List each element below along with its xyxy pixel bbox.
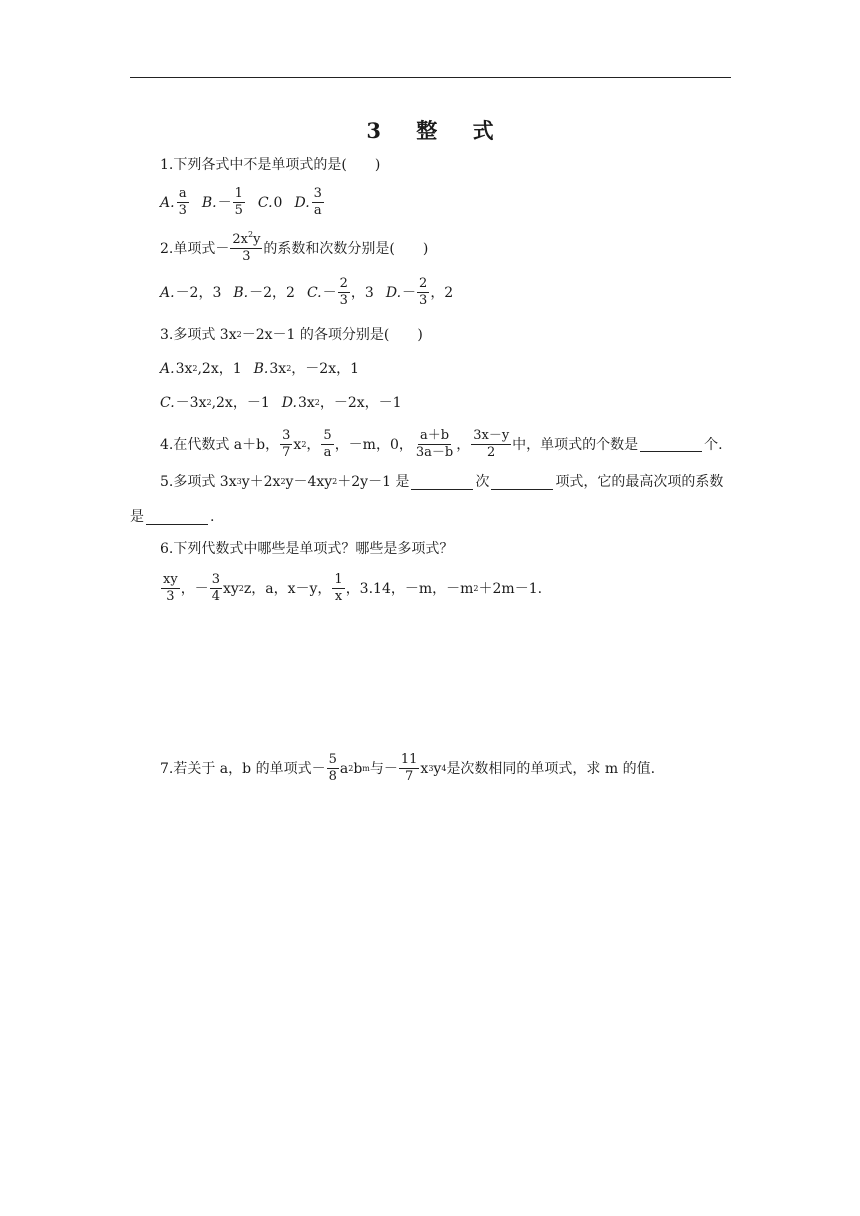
fraction: $\frac{2}{3}$ (339, 276, 348, 308)
header-rule (130, 77, 731, 78)
answer-blank[interactable] (640, 437, 702, 452)
answer-blank[interactable] (491, 475, 553, 490)
fraction: $\frac{a+b}{3a-b}$ (415, 428, 454, 460)
question-1-options: A. $\frac{a}{3}$ B. － $\frac{1}{5}$ C. 0 D. $\frac{3}{a}$ (160, 186, 322, 218)
question-2-stem: 2.单项式－ $\frac{2x^2y}{3}$ 的系数和次数分别是( ) (160, 230, 429, 264)
question-4: 4.在代数式 a＋b， $\frac{3}{7}$ x 2 ， $\frac{5}{a}$ ，－m，0， $\frac{a+b}{3a-b}$ ， $\frac{3x-y}{2}$ 中，单项式的个数是 个. (160, 428, 723, 460)
option-b-label: B. (253, 361, 269, 377)
option-d-label: D. (281, 395, 297, 411)
option-c-label: C. (160, 395, 175, 411)
question-3-stem: 3.多项式 3x 2 －2x－1 的各项分别是( ) (160, 327, 423, 343)
option-a-label: A. (160, 361, 175, 377)
question-3-options-ab: A. 3x 2 ,2x，1 B. 3x 2 ，－2x，1 (160, 361, 360, 377)
fraction: $\frac{3x-y}{2}$ (473, 428, 510, 460)
fraction: $\frac{1}{5}$ (234, 186, 243, 218)
option-c-label: C. (306, 284, 322, 301)
fraction: $\frac{5}{a}$ (323, 428, 332, 460)
option-b-label: B. (233, 284, 249, 301)
question-2-options: A. －2，3 B. －2，2 C. － $\frac{2}{3}$ ，3 D. － $\frac{2}{3}$ ，2 (160, 276, 454, 308)
question-7: 7.若关于 a，b 的单项式－ $\frac{5}{8}$ a 2 b m 与－ $\frac{11}{7}$ x 3 y 4 是次数相同的单项式，求 m 的值. (160, 752, 656, 784)
option-b-label: B. (201, 194, 217, 211)
question-1-stem: 1.下列各式中不是单项式的是( ) (160, 157, 381, 173)
fraction: $\frac{1}{x}$ (334, 572, 343, 604)
fraction: $\frac{11}{7}$ (400, 752, 418, 784)
question-6-expressions: $\frac{xy}{3}$ ，－ $\frac{3}{4}$ xy 2 z，a，x－y， $\frac{1}{x}$ ，3.14，－m，－m 2 ＋2m－1. (163, 572, 543, 604)
fraction: $\frac{3}{7}$ (282, 428, 291, 460)
question-3-options-cd: C. －3x 2 ,2x，－1 D. 3x 2 ，－2x，－1 (160, 395, 402, 411)
fraction: $\frac{xy}{3}$ (163, 572, 178, 604)
fraction: $\frac{a}{3}$ (178, 186, 187, 218)
option-c-label: C. (257, 194, 273, 211)
fraction: $\frac{2x^2y}{3}$ (232, 230, 261, 264)
option-a-label: A. (160, 194, 175, 211)
fraction: $\frac{2}{3}$ (419, 276, 428, 308)
fraction: $\frac{5}{8}$ (328, 752, 337, 784)
option-d-label: D. (385, 284, 402, 301)
fraction: $\frac{3}{a}$ (313, 186, 322, 218)
question-6-stem: 6.下列代数式中哪些是单项式？哪些是多项式？ (160, 541, 454, 557)
page-title: 3 整 式 (366, 118, 508, 143)
fraction: $\frac{3}{4}$ (211, 572, 220, 604)
answer-blank[interactable] (146, 510, 208, 525)
option-a-label: A. (160, 284, 175, 301)
question-5-line-2: 是 . (130, 509, 215, 525)
answer-blank[interactable] (411, 475, 473, 490)
question-5-line-1: 5.多项式 3x 3 y＋2x 2 y－4xy 2 ＋2y－1 是 次 项式，它的最高次项的系数 (160, 474, 724, 490)
option-d-label: D. (294, 194, 310, 211)
